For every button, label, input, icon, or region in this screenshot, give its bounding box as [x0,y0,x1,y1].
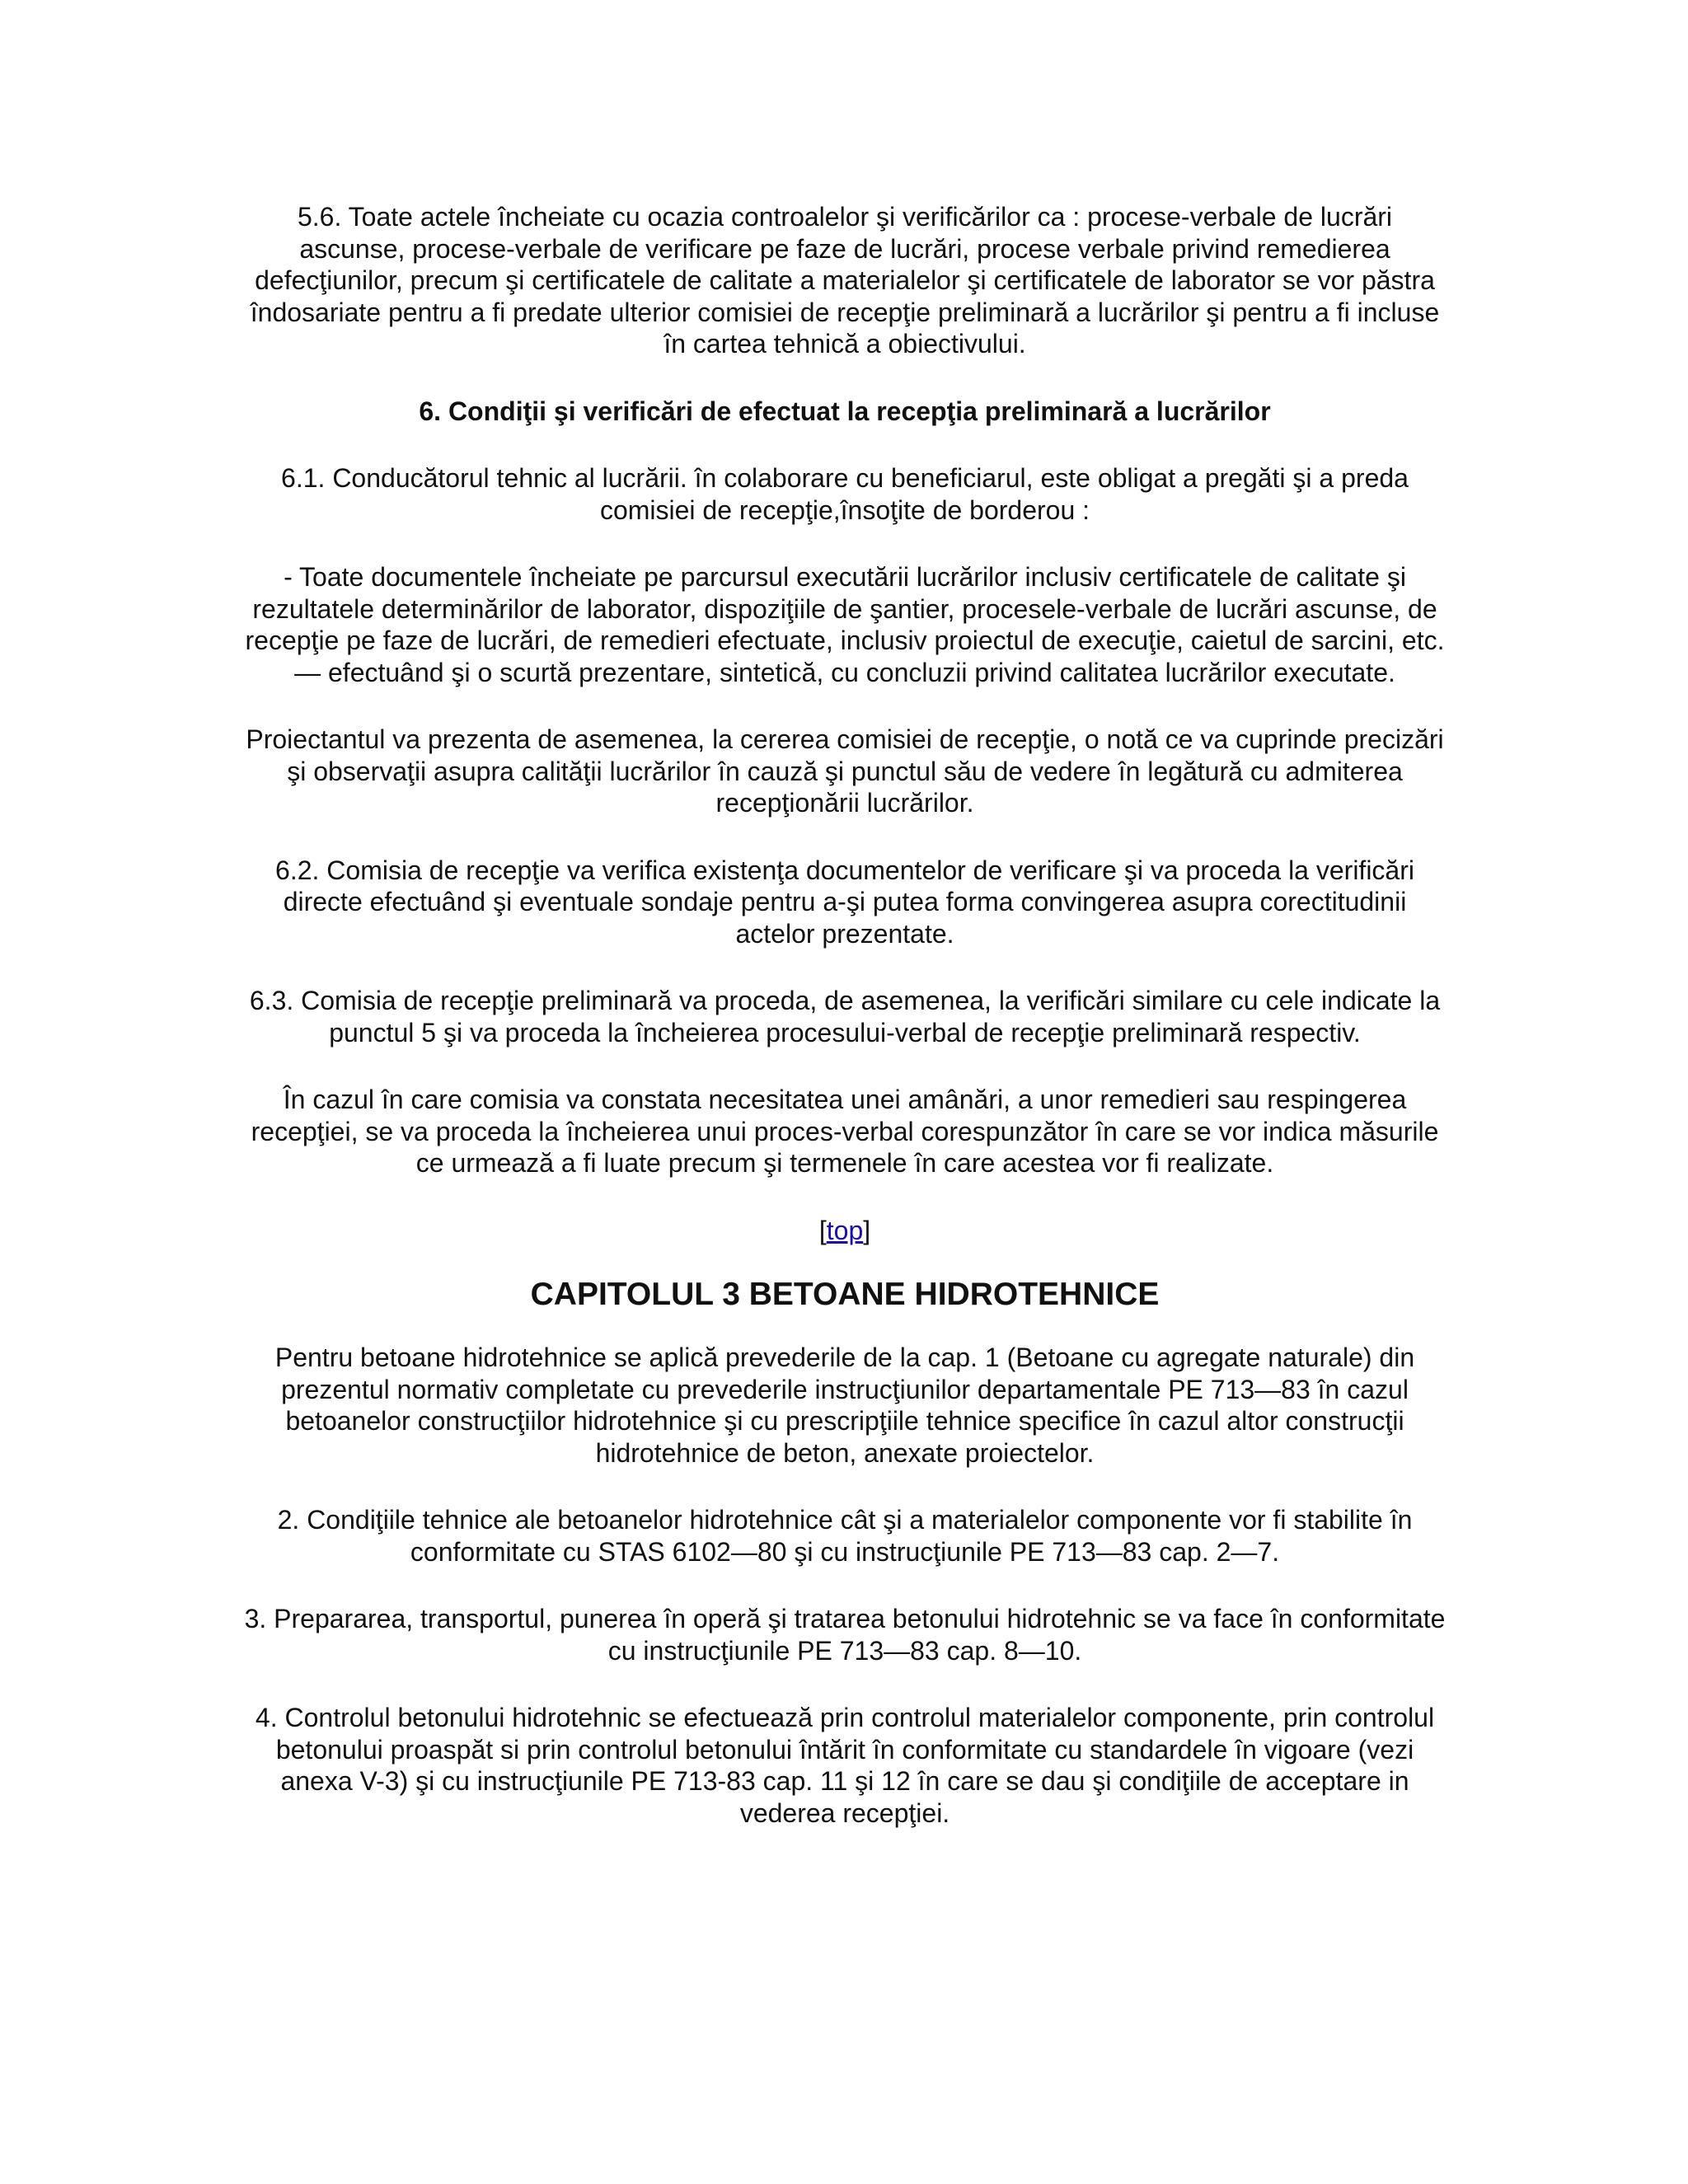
paragraph-6-3: 6.3. Comisia de recepţie preliminară va proceda, de asemenea, la verificări similare cu cele indicate la punctul 5 şi va proceda la încheierea procesului-verbal de recepţie preliminară respectiv. [249,986,1441,1047]
paragraph-6-2: 6.2. Comisia de recepţie va verifica existenţa documentelor de verificare şi va proceda la verificări directe efectuând şi eventuale sondaje pentru a-şi putea forma convingerea asupra corectitudinii actelor prezentate. [275,855,1414,949]
top-link-line [243,1215,1447,1247]
open-bracket: [ [818,1215,827,1245]
paragraph-documents-list: - Toate documentele încheiate pe parcursul executării lucrărilor inclusiv certificatele de calitate şi rezultatele determinărilor de laborator, dispoziţiile de şantier, procesele-verbale de lucrări ascunse, de recepţie pe faze de lucrări, de remedieri efectuate, inclusiv proiectul de execuţie, caietul de sarcini, etc. — efectuând şi o scurtă prezentare, sintetică, cu concluzii privind calitatea lucrărilor executate. [245,562,1445,687]
top-link[interactable]: top [826,1215,864,1245]
paragraph-postponement: În cazul în care comisia va constata necesitatea unei amânări, a unor remedieri sau respingerea recepţiei, se va proceda la încheierea unui proces-verbal corespunzător în care se vor indica măsurile ce urmează a fi luate precum şi termenele în care acestea vor fi realizate. [251,1085,1439,1178]
paragraph-chapter3-3: 3. Prepararea, transportul, punerea în operă şi tratarea betonului hidrotehnic se va face în conformitate cu instrucţiunile PE 713—83 cap. 8—10. [244,1604,1446,1666]
paragraph-chapter3-4: 4. Controlul betonului hidrotehnic se efectuează prin controlul materialelor componente, prin controlul betonului proaspăt si prin controlul betonului întărit în conformitate cu standardele în vigoare (vezi anexa V-3) şi cu instrucţiunile PE 713-83 cap. 11 şi 12 în care se dau şi condiţiile de acceptare in vederea recepţiei. [255,1703,1435,1828]
paragraph-5-6: 5.6. Toate actele încheiate cu ocazia controalelor şi verificărilor ca : procese-verbale de lucrări ascunse, procese-verbale de verificare pe faze de lucrări, procese verbale privind remedierea defecţiunilor, precum şi certificatele de calitate a materialelor şi certificatele de laborator se vor păstra îndosariate pentru a fi predate ulterior comisiei de recepţie preliminară a lucrărilor şi pentru a fi incluse în cartea tehnică a obiectivului. [250,202,1440,359]
paragraph-chapter3-intro: Pentru betoane hidrotehnice se aplică prevederile de la cap. 1 (Betoane cu agregate naturale) din prezentul normativ completate cu prevederile instrucţiunilor departamentale PE 713—83 în cazul betoanelor construcţiilor hidrotehnice şi cu prescripţiile tehnice specifice în cazul altor construcţii hidrotehnice de beton, anexate proiectelor. [274,1343,1415,1468]
document-body [243,201,1447,1864]
close-bracket: ] [863,1215,871,1245]
paragraph-6-1: 6.1. Conducătorul tehnic al lucrării. în colaborare cu beneficiarul, este obligat a pregăti şi a preda comisiei de recepţie,însoţite de borderou : [281,463,1409,525]
section-heading-6: 6. Condiţii şi verificări de efectuat la recepţia preliminară a lucrărilor [419,396,1271,426]
chapter-title: CAPITOLUL 3 BETOANE HIDROTEHNICE [530,1277,1160,1312]
paragraph-designer-note: Proiectantul va prezenta de asemenea, la cererea comisiei de recepţie, o notă ce va cuprinde precizări şi observaţii asupra calităţii lucrărilor în cauză şi punctul său de vedere în legătură cu admiterea recepţionării lucrărilor. [246,724,1444,818]
paragraph-chapter3-2: 2. Condiţiile tehnice ale betoanelor hidrotehnice cât şi a materialelor componente vor fi stabilite în conformitate cu STAS 6102—80 şi cu instrucţiunile PE 713—83 cap. 2—7. [277,1505,1413,1567]
